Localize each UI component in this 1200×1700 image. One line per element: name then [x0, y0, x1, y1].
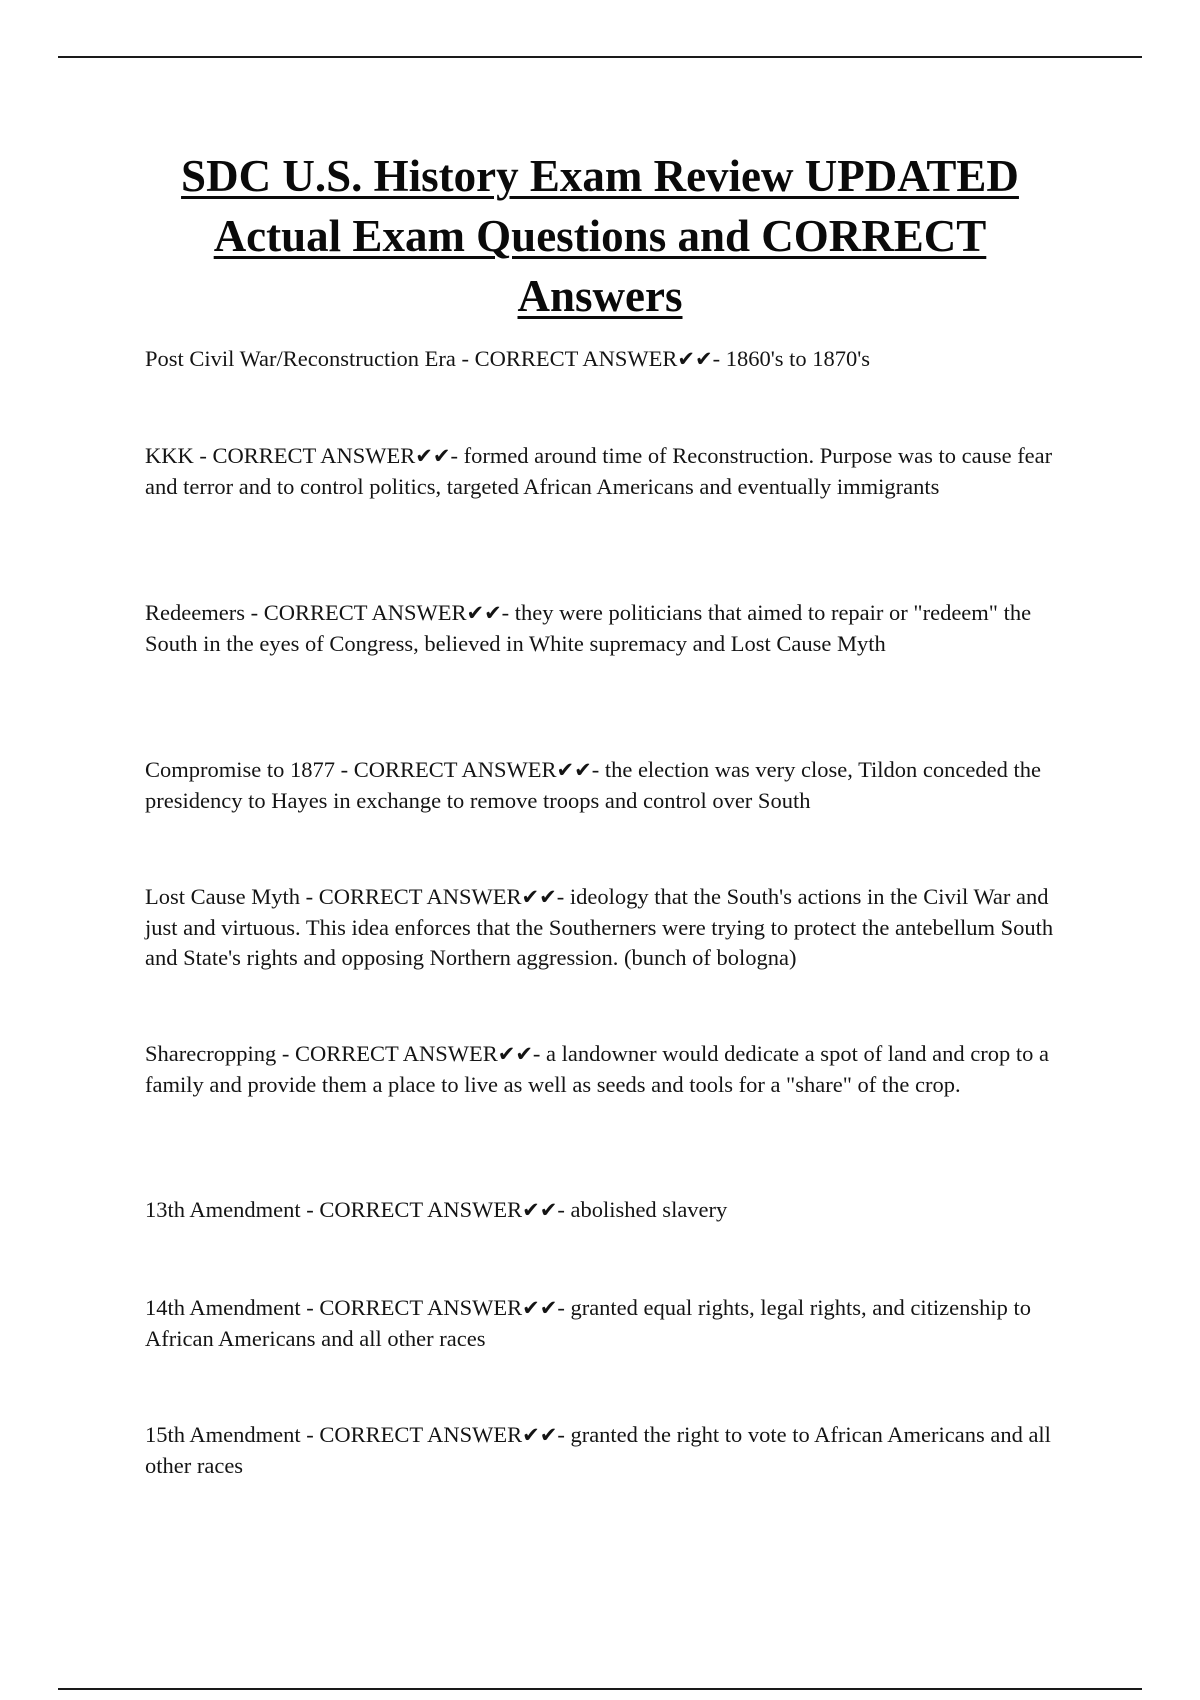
double-check-icon: ✔✔ [677, 347, 713, 371]
double-check-icon: ✔✔ [415, 444, 451, 468]
entry-term: 13th Amendment [145, 1197, 301, 1222]
entry-answer: a landowner would dedicate a spot of land and crop to a family and provide them a place to live as well as seeds and tools for a "share" of the crop. [145, 1041, 1050, 1097]
double-check-icon: ✔✔ [466, 601, 502, 625]
entry-term: KKK [145, 443, 194, 468]
qa-entry: Redeemers - CORRECT ANSWER✔✔- they were politicians that aimed to repair or "redeem" the South in the eyes of Congress, believed in White supremacy and Lost Cause Myth [145, 600, 1032, 656]
qa-entry: Lost Cause Myth - CORRECT ANSWER✔✔- ideology that the South's actions in the Civil War and just and virtuous. This idea enforces that the Southerners were trying to protect the antebellum South and State's rights and opposing Northern aggression. (bunch of bologna) [145, 884, 1054, 970]
qa-entry: 13th Amendment - CORRECT ANSWER✔✔- abolished slavery [145, 1197, 728, 1222]
title-line: Actual Exam Questions and CORRECT [213, 211, 987, 261]
entry-term: 14th Amendment [145, 1295, 301, 1320]
qa-entry: Compromise to 1877 - CORRECT ANSWER✔✔- the election was very close, Tildon conceded the presidency to Hayes in exchange to remove troops and control over South [145, 757, 1041, 813]
answer-marker: CORRECT ANSWER [319, 1422, 523, 1447]
double-check-icon: ✔✔ [522, 1198, 558, 1222]
answer-marker: CORRECT ANSWER [294, 1041, 498, 1066]
qa-entry: 14th Amendment - CORRECT ANSWER✔✔- granted equal rights, legal rights, and citizenship to African Americans and all other races [145, 1295, 1031, 1351]
entry-answer: granted the right to vote to African Americans and all other races [145, 1422, 1051, 1478]
entry-term: Compromise to 1877 [145, 757, 335, 782]
double-check-icon: ✔✔ [521, 885, 557, 909]
answer-marker: CORRECT ANSWER [318, 884, 522, 909]
entry-term: Post Civil War/Reconstruction Era [145, 346, 456, 371]
document-title [100, 146, 1100, 326]
double-check-icon: ✔✔ [522, 1423, 558, 1447]
entry-term: Lost Cause Myth [145, 884, 300, 909]
title-line: Answers [517, 271, 683, 321]
entry-answer: they were politicians that aimed to repair or "redeem" the South in the eyes of Congress, believed in White supremacy and Lost Cause Myth [145, 600, 1032, 656]
answer-marker: CORRECT ANSWER [319, 1295, 523, 1320]
double-check-icon: ✔✔ [556, 758, 592, 782]
entry-answer: formed around time of Reconstruction. Purpose was to cause fear and terror and to control politics, targeted African Americans and eventually immigrants [145, 443, 1053, 499]
answer-marker: CORRECT ANSWER [212, 443, 416, 468]
entry-term: 15th Amendment [145, 1422, 301, 1447]
double-check-icon: ✔✔ [522, 1296, 558, 1320]
answer-marker: CORRECT ANSWER [319, 1197, 523, 1222]
answer-marker: CORRECT ANSWER [263, 600, 467, 625]
entry-answer: 1860's to 1870's [725, 346, 871, 371]
footer-rule [58, 1688, 1142, 1690]
qa-entry: KKK - CORRECT ANSWER✔✔- formed around time of Reconstruction. Purpose was to cause fear and terror and to control politics, targeted African Americans and eventually immigrants [145, 443, 1053, 499]
qa-entry: Post Civil War/Reconstruction Era - CORRECT ANSWER✔✔- 1860's to 1870's [145, 346, 871, 371]
entry-answer: the election was very close, Tildon conceded the presidency to Hayes in exchange to remove troops and control over South [145, 757, 1041, 813]
answer-marker: CORRECT ANSWER [474, 346, 678, 371]
entry-term: Redeemers [145, 600, 245, 625]
qa-entry: 15th Amendment - CORRECT ANSWER✔✔- granted the right to vote to African Americans and all other races [145, 1422, 1051, 1478]
header-rule [58, 56, 1142, 58]
answer-marker: CORRECT ANSWER [353, 757, 557, 782]
title-line: SDC U.S. History Exam Review UPDATED [181, 151, 1019, 201]
entry-answer: ideology that the South's actions in the Civil War and just and virtuous. This idea enforces that the Southerners were trying to protect the antebellum South and State's rights and opposing Northern aggression. (bunch of bologna) [145, 884, 1054, 970]
double-check-icon: ✔✔ [497, 1042, 533, 1066]
entry-answer: abolished slavery [570, 1197, 728, 1222]
qa-entry: Sharecropping - CORRECT ANSWER✔✔- a landowner would dedicate a spot of land and crop to a family and provide them a place to live as well as seeds and tools for a "share" of the crop. [145, 1041, 1050, 1097]
entry-answer: granted equal rights, legal rights, and citizenship to African Americans and all other races [145, 1295, 1031, 1351]
entry-term: Sharecropping [145, 1041, 277, 1066]
